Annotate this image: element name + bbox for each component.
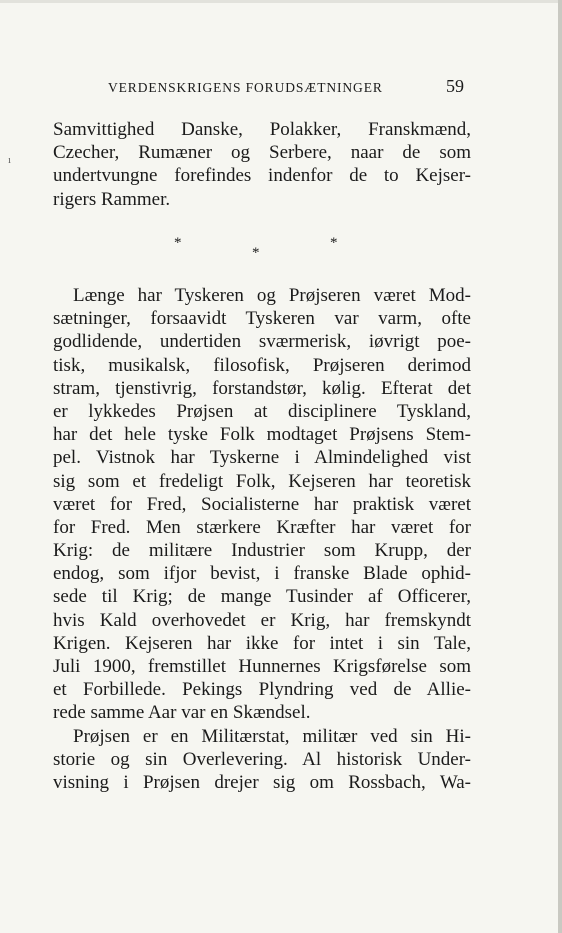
text-line: tisk, musikalsk, filosofisk, Prøjseren derimod: [53, 354, 471, 376]
text-line: rede samme Aar var en Skændsel.: [53, 702, 311, 724]
text-line: Krigen. Kejseren har ikke for intet i sin Tale,: [53, 632, 471, 654]
text-line: Czecher, Rumæner og Serbere, naar de som: [53, 142, 471, 164]
text-line: Krig: de militære Industrier som Krupp, der: [53, 540, 471, 562]
text-line: Samvittighed Danske, Polakker, Franskmænd,: [53, 119, 471, 140]
text-line: sætninger, forsaavidt Tyskeren var varm, ofte: [53, 308, 471, 330]
text-line: undertvungne forefindes indenfor de to Kejser-: [53, 165, 471, 187]
text-line: Længe har Tyskeren og Prøjseren været Mod-: [73, 285, 471, 306]
text-line: hvis Kald overhovedet er Krig, har fremskyndt: [53, 609, 471, 631]
text-line: er lykkedes Prøjsen at disciplinere Tyskland,: [53, 400, 471, 422]
text-line: været for Fred, Socialisterne har praktisk været: [53, 493, 471, 515]
page-right-edge: [558, 0, 562, 933]
text-line: storie og sin Overlevering. Al historisk Under-: [53, 749, 471, 771]
text-line: Juli 1900, fremstillet Hunnernes Krigsførelse som: [53, 656, 471, 677]
text-line: Prøjsen er en Militærstat, militær ved sin Hi-: [73, 726, 471, 747]
text-line: godlidende, undertiden sværmerisk, iøvrigt poe-: [53, 331, 471, 353]
text-line: rigers Rammer.: [53, 188, 171, 210]
text-line: et Forbillede. Pekings Plyndring ved de Allie-: [53, 679, 471, 701]
text-line: stram, tjenstivrig, forstandstør, kølig. Efterat det: [53, 377, 471, 399]
text-line: endog, som ifjor bevist, i franske Blade ophid-: [53, 563, 471, 585]
margin-mark: ı: [8, 154, 12, 166]
text-line: pel. Vistnok har Tyskerne i Almindelighed vist: [53, 447, 471, 469]
text-line: sig som et fredeligt Folk, Kejseren har teoretisk: [53, 470, 471, 492]
page-top-edge: [0, 0, 562, 3]
text-line: visning i Prøjsen drejer sig om Rossbach, Wa-: [53, 772, 471, 794]
asterism-star: *: [330, 235, 338, 251]
paragraph-3: [53, 725, 471, 795]
page-number: 59: [446, 76, 464, 96]
text-line: har det hele tyske Folk modtaget Prøjsens Stem-: [53, 424, 471, 446]
running-head: [108, 76, 464, 100]
paragraph-1: [53, 118, 471, 211]
asterism-star: *: [174, 235, 182, 251]
running-title: VERDENSKRIGENS FORUDSÆTNINGER: [108, 80, 383, 95]
text-line: for Fred. Men stærkere Kræfter har været for: [53, 516, 471, 538]
paragraph-2: [53, 284, 471, 725]
text-line: sede til Krig; de mange Tusinder af Officerer,: [53, 586, 471, 608]
asterism-star: *: [252, 245, 260, 261]
